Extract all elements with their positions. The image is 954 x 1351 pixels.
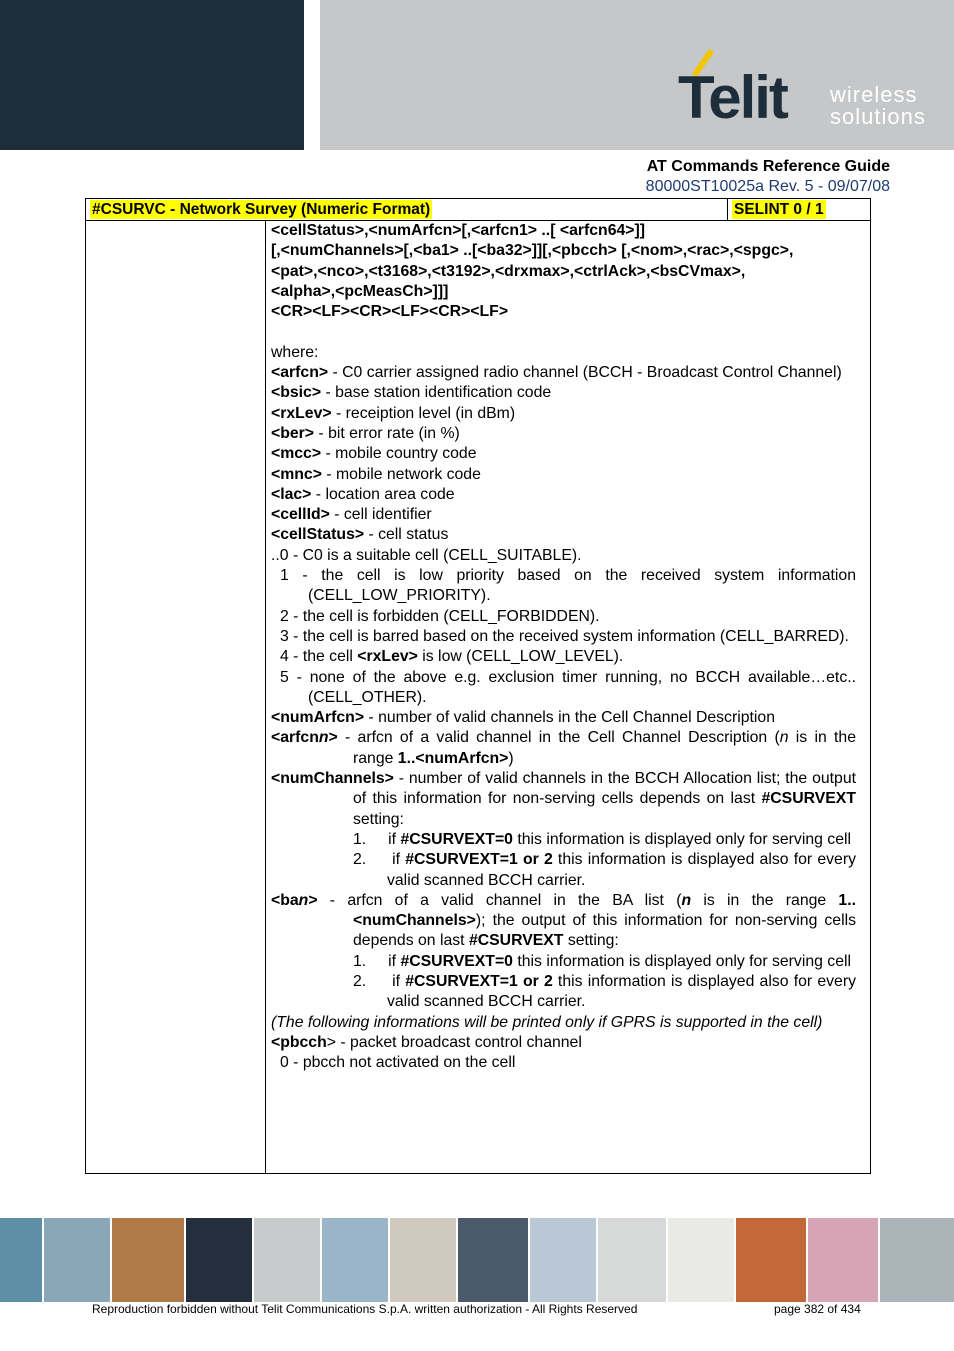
command-title: #CSURVC - Network Survey (Numeric Format): [92, 201, 431, 218]
photo-7: [390, 1218, 456, 1302]
param-arfcn: <arfcn> - C0 carrier assigned radio channel (BCCH - Broadcast Control Channel): [271, 364, 842, 382]
photo-3: [112, 1218, 184, 1302]
photo-10: [598, 1218, 666, 1302]
column-divider: [265, 220, 266, 1174]
param-numchannels: <numChannels> - number of valid channels in the BCCH Allocation list; the output of this information for non-serving cells depends on last #CSURVEXT setting:: [271, 770, 856, 828]
table-body-text: [271, 221, 856, 1073]
numchannels-case-2: 2. if #CSURVEXT=1 or 2 this information is displayed also for every valid scanned BCCH carrier.: [353, 851, 856, 889]
param-bsic: <bsic> - base station identification code: [271, 384, 552, 402]
param-mcc: <mcc> - mobile country code: [271, 445, 477, 463]
cellstatus-4: 4 - the cell <rxLev> is low (CELL_LOW_LEVEL).: [280, 648, 624, 666]
cellstatus-0: ..0 - C0 is a suitable cell (CELL_SUITABLE).: [271, 546, 582, 564]
footer-notice: Reproduction forbidden without Telit Communications S.p.A. written authorization - All Rights Reserved: [92, 1302, 638, 1316]
page-number: page 382 of 434: [774, 1302, 861, 1316]
spacer: [271, 322, 856, 342]
syntax-line-2: [,<numChannels>[,<ba1> ..[<ba32>]][,<pbcch> [,<nom>,<rac>,<spgc>,: [271, 242, 794, 260]
photo-4: [186, 1218, 252, 1302]
photo-14: [880, 1218, 954, 1302]
param-rxlev: <rxLev> - receiption level (in dBm): [271, 404, 516, 422]
cellstatus-2: 2 - the cell is forbidden (CELL_FORBIDDEN).: [280, 607, 600, 625]
photo-6: [322, 1218, 388, 1302]
syntax-line-5: <CR><LF><CR><LF><CR><LF>: [271, 303, 509, 321]
param-pbcch: <pbcch> - packet broadcast control channel: [271, 1033, 582, 1051]
photo-8: [458, 1218, 528, 1302]
where-label: where:: [271, 343, 319, 361]
param-arfcnn: <arfcnn> - arfcn of a valid channel in the Cell Channel Description (n is in the range 1..<numArfcn>): [271, 729, 856, 767]
syntax-line-4: <alpha>,<pcMeasCh>]]]: [271, 282, 449, 300]
doc-revision: 80000ST10025a Rev. 5 - 09/07/08: [645, 178, 890, 195]
photo-12: [736, 1218, 806, 1302]
photo-5: [254, 1218, 320, 1302]
ban-case-1: 1. if #CSURVEXT=0 this information is displayed only for serving cell: [353, 952, 851, 970]
cellstatus-5: 5 - none of the above e.g. exclusion timer running, no BCCH available…etc.. (CELL_OTHER).: [280, 668, 856, 706]
logo-tagline-2: solutions: [830, 104, 926, 129]
logo-wordmark: Telit: [678, 64, 787, 131]
param-mnc: <mnc> - mobile network code: [271, 465, 481, 483]
photo-2: [44, 1218, 110, 1302]
syntax-line-1: <cellStatus>,<numArfcn>[,<arfcn1> ..[ <arfcn64>]]: [271, 222, 646, 239]
param-ban: <ban> - arfcn of a valid channel in the BA list (n is in the range 1..<numChannels>); the output of this information for non-serving cells depends on last #CSURVEXT setting:: [271, 891, 856, 950]
ban-case-2: 2. if #CSURVEXT=1 or 2 this information is displayed also for every valid scanned BCCH carrier.: [353, 972, 856, 1011]
photo-13: [808, 1218, 878, 1302]
cellstatus-1: 1 - the cell is low priority based on the received system information (CELL_LOW_PRIORITY).: [280, 567, 856, 605]
param-cellstatus: <cellStatus> - cell status: [271, 526, 449, 544]
doc-title: AT Commands Reference Guide: [646, 158, 890, 175]
header-divider: [727, 199, 728, 220]
telit-logo: [678, 48, 928, 131]
pbcch-0: 0 - pbcch not activated on the cell: [280, 1054, 516, 1072]
photo-9: [530, 1218, 596, 1302]
param-ber: <ber> - bit error rate (in %): [271, 424, 460, 442]
command-table: [85, 198, 871, 1174]
table-header-row: [86, 199, 870, 221]
param-numarfcn: <numArfcn> - number of valid channels in the Cell Channel Description: [271, 709, 775, 727]
gprs-note: (The following informations will be printed only if GPRS is supported in the cell): [271, 1013, 823, 1031]
param-cellid: <cellId> - cell identifier: [271, 506, 432, 524]
syntax-line-3: <pat>,<nco>,<t3168>,<t3192>,<drxmax>,<ctrlAck>,<bsCVmax>,: [271, 262, 746, 280]
header-dark-panel: [0, 0, 304, 150]
numchannels-case-1: 1. if #CSURVEXT=0 this information is displayed only for serving cell: [353, 830, 851, 848]
cellstatus-3: 3 - the cell is barred based on the received system information (CELL_BARRED).: [280, 627, 849, 645]
param-lac: <lac> - location area code: [271, 485, 455, 503]
photo-11: [668, 1218, 734, 1302]
selint-label: SELINT 0 / 1: [734, 201, 824, 218]
logo-tagline-1: wireless: [830, 82, 918, 107]
footer-photo-strip: [0, 1218, 954, 1302]
photo-1: [0, 1218, 42, 1302]
